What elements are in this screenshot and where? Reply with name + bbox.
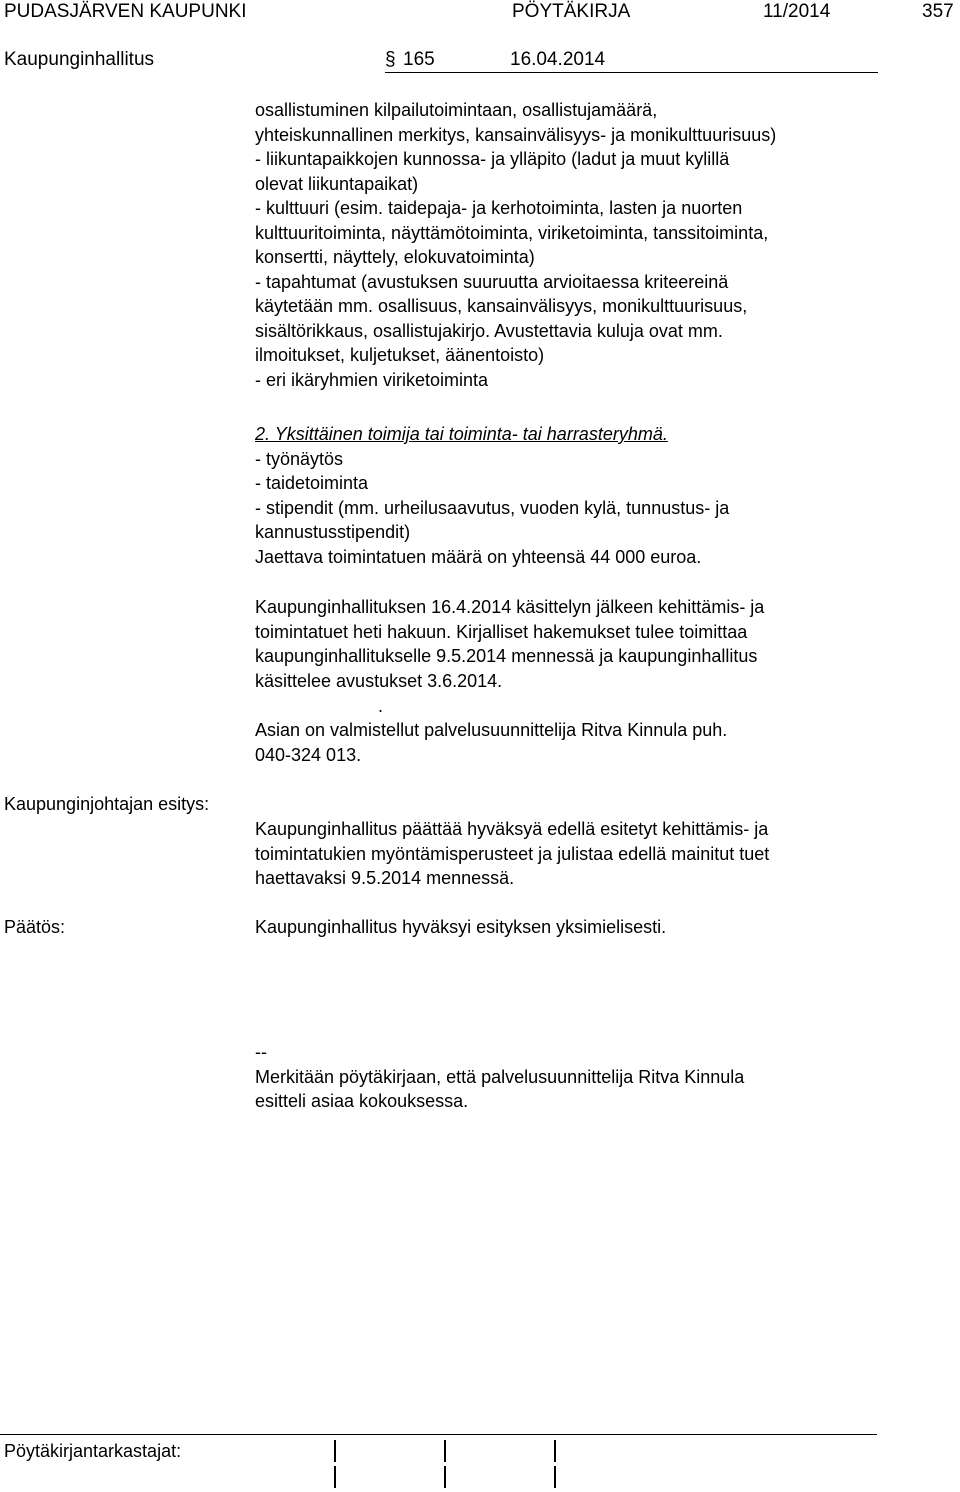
text-line: Merkitään pöytäkirjaan, että palvelusuunnittelija Ritva Kinnula: [255, 1066, 745, 1087]
proposal-text: [255, 817, 945, 891]
signature-box-divider: [334, 1440, 336, 1462]
text-line: olevat liikuntapaikat): [255, 173, 419, 194]
section-number: 165: [403, 49, 435, 70]
individual-actor-section: [255, 422, 945, 569]
stray-dot: .: [378, 696, 384, 716]
section-sign: §: [385, 49, 396, 70]
text-line: osallistuminen kilpailutoimintaan, osallistujamäärä,: [255, 100, 658, 120]
text-line: - tapahtumat (avustuksen suuruutta arvioitaessa kriteereinä: [255, 271, 729, 292]
signature-box-divider: [334, 1466, 336, 1488]
signature-box-divider: [444, 1440, 446, 1462]
text-line: Jaettava toimintatuen määrä on yhteensä 44 000 euroa.: [255, 546, 702, 567]
text-line: toimintatukien myöntämisperusteet ja julistaa edellä mainitut tuet: [255, 843, 770, 864]
text-line: - työnäytös: [255, 448, 344, 469]
page-number: 357: [922, 1, 954, 22]
text-line: Kaupunginhallitus päättää hyväksyä edellä esitetyt kehittämis- ja: [255, 819, 769, 839]
text-line: kannustusstipendit): [255, 522, 411, 542]
signature-box-divider: [554, 1440, 556, 1462]
footer-label: Pöytäkirjantarkastajat:: [4, 1441, 182, 1461]
section-heading: 2. Yksittäinen toimija tai toiminta- tai harrasteryhmä.: [255, 424, 668, 444]
text-line: kulttuuritoiminta, näyttämötoiminta, viriketoiminta, tanssitoiminta,: [255, 222, 769, 243]
text-line: ilmoitukset, kuljetukset, äänentoisto): [255, 345, 545, 365]
header-rule: [385, 72, 878, 73]
text-line: käsittelee avustukset 3.6.2014.: [255, 670, 503, 691]
text-line: - kulttuuri (esim. taidepaja- ja kerhotoiminta, lasten ja nuorten: [255, 198, 743, 218]
body-name: Kaupunginhallitus: [4, 49, 155, 70]
decision-label: Päätös:: [4, 917, 66, 937]
text-line: esitteli asiaa kokouksessa.: [255, 1091, 469, 1111]
text-line: - eri ikäryhmien viriketoiminta: [255, 369, 489, 390]
text-line: sisältörikkaus, osallistujakirjo. Avustettavia kuluja ovat mm.: [255, 320, 723, 341]
text-line: yhteiskunnallinen merkitys, kansainvälisyys- ja monikulttuurisuus): [255, 124, 777, 145]
doc-number: 11/2014: [763, 1, 831, 22]
text-line: toimintatuet heti hakuun. Kirjalliset hakemukset tulee toimittaa: [255, 621, 748, 642]
doc-type: PÖYTÄKIRJA: [512, 1, 631, 22]
decision-text: [255, 915, 945, 940]
proposal-label: Kaupunginjohtajan esitys:: [4, 794, 210, 814]
text-line: - taidetoiminta: [255, 473, 369, 493]
meeting-date: 16.04.2014: [510, 49, 606, 70]
org-name: PUDASJÄRVEN KAUPUNKI: [4, 1, 247, 22]
text-line: käytetään mm. osallisuus, kansainvälisyys, monikulttuurisuus,: [255, 296, 748, 316]
minutes-note: [255, 1040, 945, 1114]
schedule-paragraph: [255, 595, 945, 693]
text-line: kaupunginhallitukselle 9.5.2014 mennessä ja kaupunginhallitus: [255, 646, 758, 666]
signature-box-divider: [554, 1466, 556, 1488]
footer-rule: [0, 1434, 877, 1435]
criteria-list: [255, 98, 945, 392]
text-line: Kaupunginhallituksen 16.4.2014 käsittelyn jälkeen kehittämis- ja: [255, 597, 765, 617]
text-line: - liikuntapaikkojen kunnossa- ja ylläpito (ladut ja muut kylillä: [255, 149, 730, 169]
signature-box-divider: [444, 1466, 446, 1488]
text-line: Asian on valmistellut palvelusuunnittelija Ritva Kinnula puh.: [255, 720, 728, 740]
note-dash: --: [255, 1042, 267, 1062]
text-line: - stipendit (mm. urheilusaavutus, vuoden kylä, tunnustus- ja: [255, 497, 730, 518]
text-line: Kaupunginhallitus hyväksyi esityksen yksimielisesti.: [255, 917, 667, 937]
text-line: haettavaksi 9.5.2014 mennessä.: [255, 868, 515, 888]
text-line: konsertti, näyttely, elokuvatoiminta): [255, 247, 535, 267]
text-line: 040-324 013.: [255, 744, 362, 765]
preparer-paragraph: [255, 718, 945, 767]
